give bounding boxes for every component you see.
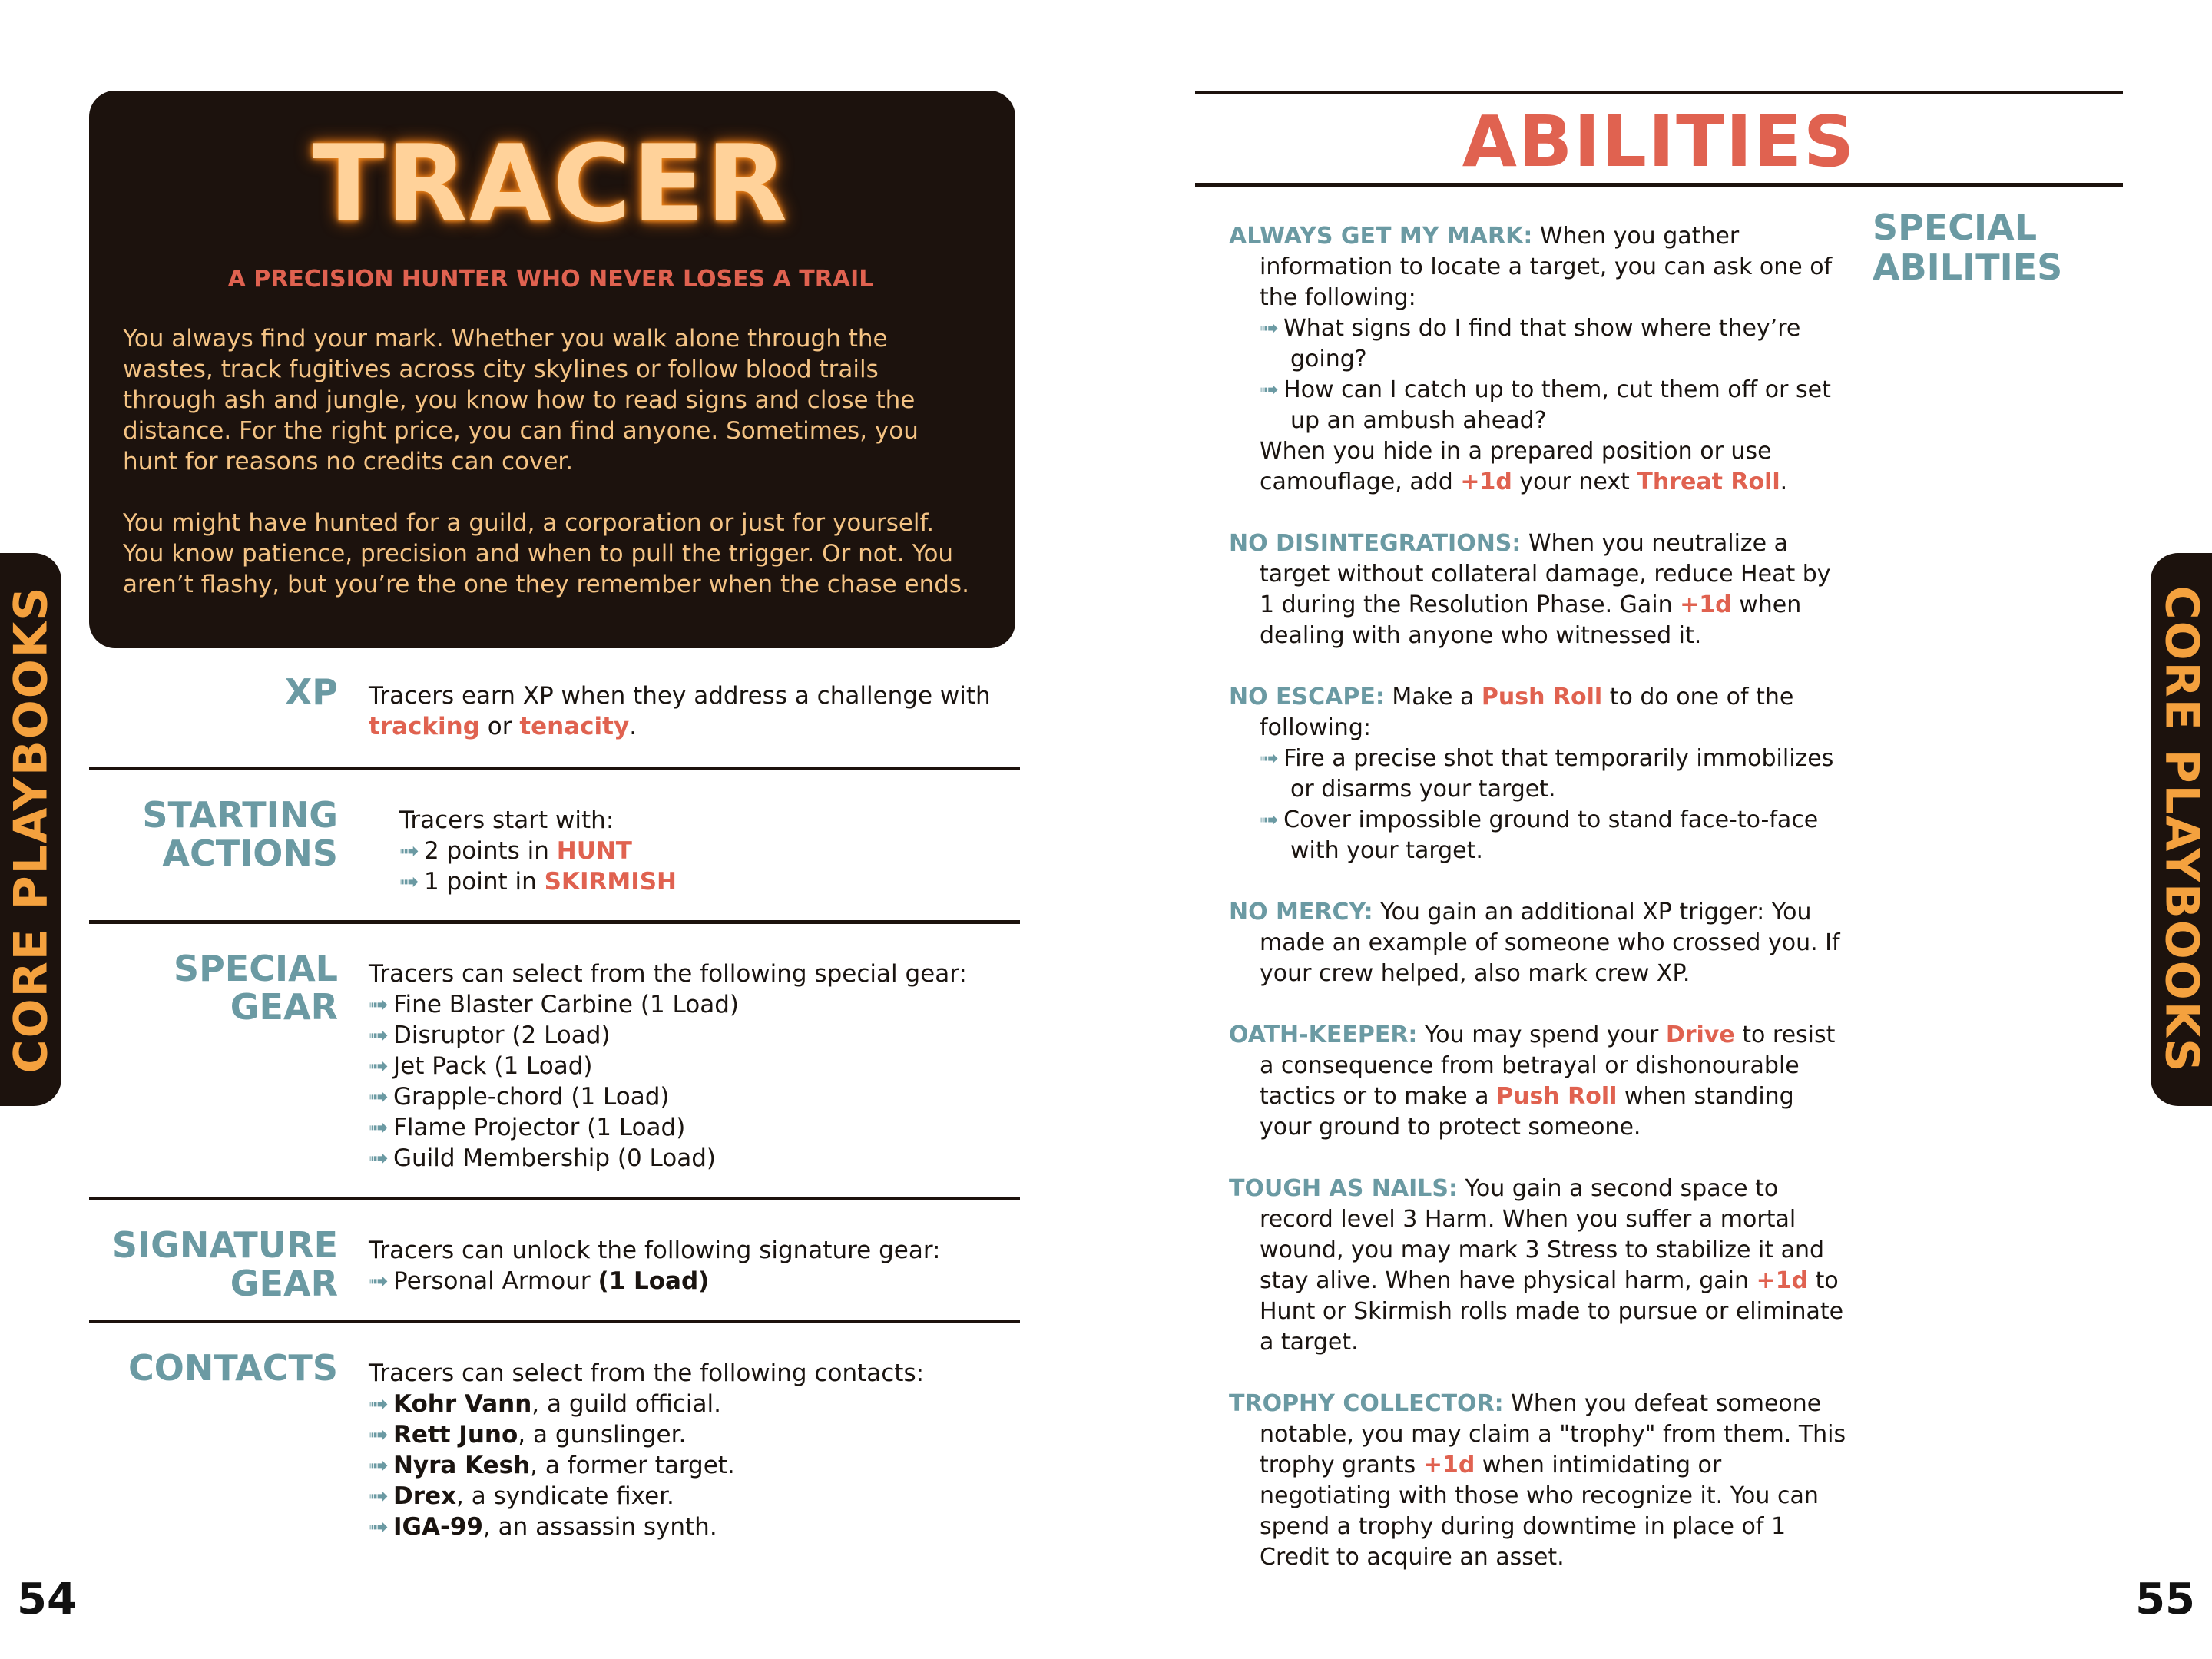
side-tab-left <box>0 553 61 1106</box>
contacts-section <box>89 1349 1020 1548</box>
contact-item <box>369 1450 998 1481</box>
ability-text: When you defeat someone notable, you may claim a "trophy" from them. This trophy grants <box>1260 1390 1846 1479</box>
ability-bonus: +1d <box>1680 591 1732 618</box>
xp-section <box>89 673 1020 765</box>
ability-text-after: when intimidating or negotiating with those who recognize it. You can spend a trophy during downtime in place of 1 Credit to acquire an asset. <box>1260 1452 1819 1571</box>
arrow-icon: ➟ <box>399 868 419 896</box>
intro-paragraph-1: You always find your mark. Whether you walk alone through the wastes, track fugitives across city skylines or follow blood trails through ash and jungle, you know how to read signs and close the distance. For the right price, you can find anyone. Sometimes, you hunt for reasons no credits can cover. <box>123 325 919 475</box>
contact-desc: , a syndicate fixer. <box>456 1482 674 1510</box>
arrow-icon: ➟ <box>1260 806 1280 833</box>
playbook-title: TRACER <box>312 122 790 246</box>
arrow-icon: ➟ <box>369 1144 389 1172</box>
ability-no-escape <box>1229 682 1851 866</box>
starting-action-skirmish: SKIRMISH <box>544 868 677 896</box>
ability-lead <box>1229 1174 1851 1358</box>
arrow-icon: ➟ <box>1260 376 1280 403</box>
ability-option-text: Cover impossible ground to stand face-to-face with your target. <box>1283 806 1819 864</box>
ability-lead <box>1229 1020 1851 1143</box>
ability-text: When you gather information to locate a target, you can ask one of the following: <box>1260 223 1833 311</box>
arrow-icon: ➟ <box>369 1482 389 1510</box>
divider-4 <box>89 1320 1020 1323</box>
contact-item <box>369 1389 998 1419</box>
arrow-icon: ➟ <box>369 1390 389 1418</box>
special-gear-intro: Tracers can select from the following special gear: <box>369 960 967 988</box>
contact-desc: , a gunslinger. <box>518 1421 687 1449</box>
contact-desc: , a guild official. <box>531 1390 721 1418</box>
special-gear-item-text: Fine Blaster Carbine (1 Load) <box>392 991 739 1018</box>
contact-desc: , a former target. <box>530 1452 735 1479</box>
ability-option <box>1229 805 1851 866</box>
contact-name: Kohr Vann <box>392 1390 532 1418</box>
arrow-icon: ➟ <box>369 1267 389 1295</box>
starting-action-hunt: HUNT <box>556 837 632 865</box>
contacts-body <box>369 1358 998 1542</box>
ability-no-disintegrations <box>1229 528 1851 651</box>
special-abilities-line-1: SPECIAL <box>1873 207 2038 248</box>
special-gear-item-text: Flame Projector (1 Load) <box>392 1114 686 1141</box>
special-gear-item <box>369 1020 998 1051</box>
ability-oath-keeper <box>1229 1020 1851 1143</box>
ability-list <box>1229 221 1851 1604</box>
ability-lead <box>1229 1389 1851 1573</box>
special-gear-item-text: Disruptor (2 Load) <box>392 1022 611 1049</box>
arrow-icon: ➟ <box>369 991 389 1018</box>
special-gear-item-text: Jet Pack (1 Load) <box>392 1052 593 1080</box>
arrow-icon: ➟ <box>369 1052 389 1080</box>
ability-roll: Threat Roll <box>1637 469 1780 495</box>
ability-name: TOUGH AS NAILS: <box>1229 1175 1458 1202</box>
xp-text-after: . <box>629 713 637 740</box>
contacts-intro: Tracers can select from the following contacts: <box>369 1359 925 1387</box>
arrow-icon: ➟ <box>399 837 419 865</box>
arrow-icon: ➟ <box>369 1083 389 1111</box>
ability-text-after: when standing your ground to protect someone. <box>1260 1083 1794 1141</box>
xp-text-middle: or <box>479 713 520 740</box>
ability-tail-after: . <box>1780 469 1788 495</box>
abilities-title: ABILITIES <box>1462 101 1856 183</box>
special-gear-section <box>89 949 1020 1195</box>
ability-lead <box>1229 897 1851 989</box>
ability-text-after: when dealing with anyone who witnessed it. <box>1260 591 1802 649</box>
ability-text: You gain a second space to record level 3 Harm. When you suffer a mortal wound, you may mark 3 Stress to stabilize it and stay alive. When have physical harm, gain <box>1260 1175 1825 1294</box>
contact-name: Drex <box>392 1482 457 1510</box>
xp-term-tenacity: tenacity <box>519 713 630 740</box>
starting-action-text: 1 point in <box>423 868 545 896</box>
ability-bonus: +1d <box>1422 1452 1475 1479</box>
ability-option-text: What signs do I find that show where they’re going? <box>1283 315 1801 373</box>
special-gear-heading-line-2: GEAR <box>230 986 338 1028</box>
ability-option <box>1229 375 1851 436</box>
xp-text-before: Tracers earn XP when they address a challenge with <box>369 682 991 710</box>
contact-item <box>369 1481 998 1512</box>
starting-actions-body <box>399 805 998 897</box>
signature-gear-item-load: (1 Load) <box>598 1267 710 1295</box>
ability-option-text: Fire a precise shot that temporarily immobilizes or disarms your target. <box>1283 745 1834 803</box>
arrow-icon: ➟ <box>369 1513 389 1541</box>
page-number-left: 54 <box>17 1575 77 1624</box>
ability-text-middle: to resist a consequence from betrayal or dishonourable tactics or to make a <box>1260 1022 1836 1110</box>
signature-gear-item-name: Personal Armour <box>392 1267 598 1295</box>
playbook-tagline: A PRECISION HUNTER WHO NEVER LOSES A TRAIL <box>227 266 874 293</box>
starting-actions-intro: Tracers start with: <box>399 806 614 834</box>
ability-tail <box>1229 436 1851 498</box>
ability-text: You may spend your <box>1417 1022 1666 1048</box>
abilities-rule-top <box>1195 91 2123 94</box>
arrow-icon: ➟ <box>369 1114 389 1141</box>
starting-action-text: 2 points in <box>423 837 557 865</box>
ability-roll: Push Roll <box>1496 1083 1618 1110</box>
special-gear-item <box>369 1143 998 1174</box>
ability-lead <box>1229 682 1851 743</box>
arrow-icon: ➟ <box>369 1421 389 1449</box>
ability-lead <box>1229 221 1851 313</box>
side-tab-right <box>2151 553 2212 1106</box>
xp-term-tracking: tracking <box>369 713 480 740</box>
abilities-rule-bottom <box>1195 183 2123 187</box>
signature-gear-heading <box>89 1226 338 1303</box>
special-gear-item <box>369 1051 998 1081</box>
starting-actions-heading-line-2: ACTIONS <box>162 833 338 874</box>
special-gear-item <box>369 1081 998 1112</box>
contacts-heading: CONTACTS <box>127 1347 338 1389</box>
special-gear-item <box>369 1112 998 1143</box>
ability-drive: Drive <box>1665 1022 1735 1048</box>
special-gear-body <box>369 959 998 1174</box>
special-gear-item-text: Grapple-chord (1 Load) <box>392 1083 670 1111</box>
arrow-icon: ➟ <box>369 1452 389 1479</box>
ability-text: When you neutralize a target without collateral damage, reduce Heat by 1 during the Resolution Phase. Gain <box>1260 530 1831 618</box>
ability-name: NO DISINTEGRATIONS: <box>1229 530 1522 557</box>
arrow-icon: ➟ <box>369 1022 389 1049</box>
ability-tail-before: When you hide in a prepared position or use camouflage, add <box>1260 438 1772 495</box>
contact-item <box>369 1419 998 1450</box>
ability-roll: Push Roll <box>1481 684 1603 710</box>
side-tab-right-label: CORE PLAYBOOKS <box>2154 585 2209 1074</box>
divider-2 <box>89 920 1020 924</box>
arrow-icon: ➟ <box>1260 315 1280 342</box>
signature-gear-body <box>369 1235 998 1296</box>
special-gear-heading-line-1: SPECIAL <box>173 948 338 989</box>
ability-text-after: to Hunt or Skirmish rolls made to pursue or eliminate a target. <box>1260 1267 1844 1356</box>
ability-option <box>1229 743 1851 805</box>
ability-text-after: to do one of the following: <box>1260 684 1794 741</box>
xp-text <box>369 680 998 742</box>
divider-3 <box>89 1197 1020 1200</box>
special-gear-heading <box>89 949 338 1026</box>
ability-lead <box>1229 528 1851 651</box>
xp-heading: XP <box>284 671 338 713</box>
contact-item <box>369 1512 998 1542</box>
contact-desc: , an assassin synth. <box>482 1513 717 1541</box>
ability-trophy-collector <box>1229 1389 1851 1573</box>
starting-action-item <box>399 866 998 897</box>
contact-name: Rett Juno <box>392 1421 518 1449</box>
starting-actions-heading <box>89 796 338 873</box>
arrow-icon: ➟ <box>1260 745 1280 772</box>
special-abilities-line-2: ABILITIES <box>1873 247 2063 288</box>
contact-name: Nyra Kesh <box>392 1452 531 1479</box>
signature-gear-intro: Tracers can unlock the following signature gear: <box>369 1237 941 1264</box>
ability-name: NO ESCAPE: <box>1229 684 1385 710</box>
starting-action-item <box>399 836 998 866</box>
ability-name: ALWAYS GET MY MARK: <box>1229 223 1533 250</box>
signature-gear-heading-line-2: GEAR <box>230 1263 338 1304</box>
ability-bonus: +1d <box>1460 469 1512 495</box>
special-abilities-sidebar-heading <box>1873 207 2118 287</box>
ability-tail-middle: your next <box>1512 469 1637 495</box>
starting-actions-heading-line-1: STARTING <box>142 794 338 836</box>
signature-gear-item <box>369 1266 998 1296</box>
page-number-right: 55 <box>2135 1575 2195 1624</box>
ability-text: Make a <box>1384 684 1482 710</box>
ability-name: TROPHY COLLECTOR: <box>1229 1390 1504 1417</box>
intro-paragraph-2: You might have hunted for a guild, a corporation or just for yourself. You know patience, precision and when to pull the trigger. Or not. You aren’t flashy, but you’re the one they remember when the chase ends. <box>123 509 969 598</box>
ability-name: OATH-KEEPER: <box>1229 1022 1418 1048</box>
ability-name: NO MERCY: <box>1229 899 1373 926</box>
signature-gear-heading-line-1: SIGNATURE <box>111 1224 338 1266</box>
ability-tough-as-nails <box>1229 1174 1851 1358</box>
divider-1 <box>89 767 1020 770</box>
ability-always-get-my-mark <box>1229 221 1851 498</box>
special-gear-item-text: Guild Membership (0 Load) <box>392 1144 716 1172</box>
special-gear-item <box>369 989 998 1020</box>
ability-no-mercy <box>1229 897 1851 989</box>
signature-gear-section <box>89 1226 1020 1318</box>
side-tab-left-label: CORE PLAYBOOKS <box>4 585 58 1074</box>
contact-name: IGA-99 <box>392 1513 483 1541</box>
ability-option-text: How can I catch up to them, cut them off or set up an ambush ahead? <box>1283 376 1831 434</box>
starting-actions-section <box>89 796 1020 919</box>
ability-option <box>1229 313 1851 375</box>
ability-bonus: +1d <box>1756 1267 1809 1294</box>
intro-box <box>89 91 1015 648</box>
ability-text: You gain an additional XP trigger: You made an example of someone who crossed you. If your crew helped, also mark crew XP. <box>1260 899 1840 987</box>
